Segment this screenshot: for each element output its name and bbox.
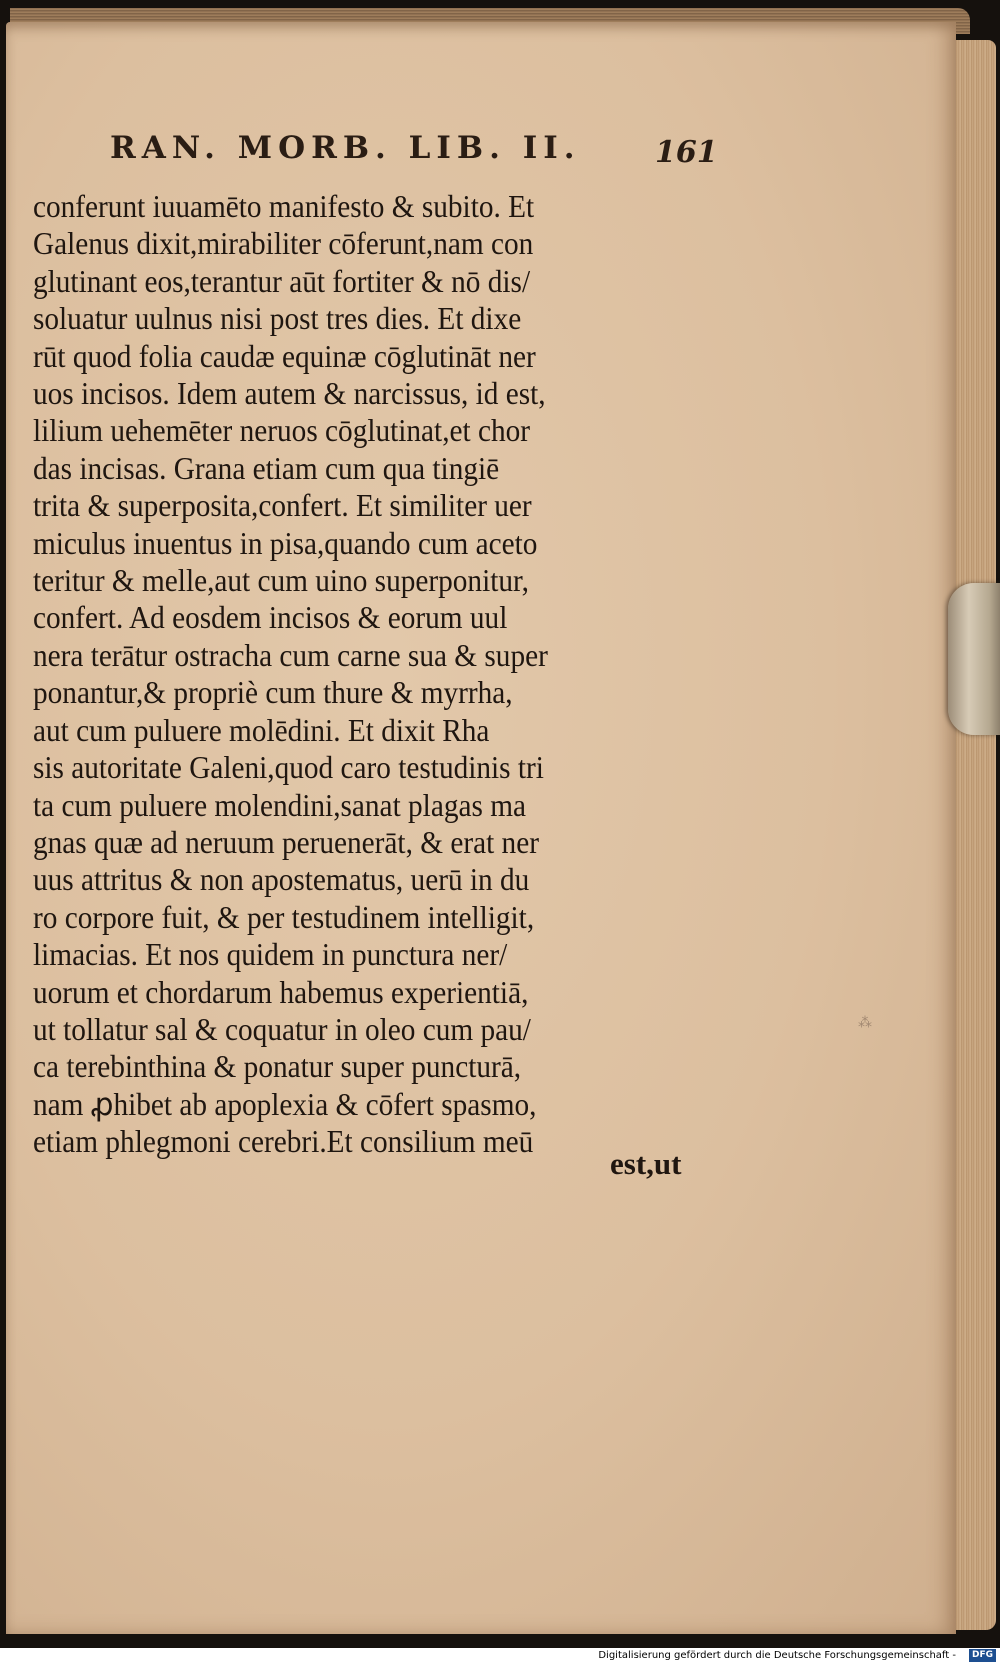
ink-smudge: ⁂ bbox=[858, 1015, 872, 1031]
text-line: ut tollatur sal & coquatur in oleo cum pau/ bbox=[33, 1011, 531, 1047]
text-line: uorum et chordarum habemus experientiā, bbox=[33, 974, 529, 1010]
text-line: teritur & melle,aut cum uino superponitur, bbox=[33, 563, 529, 599]
text-line: nam ꝓhibet ab apoplexia & cōfert spasmo, bbox=[33, 1086, 537, 1122]
text-line: das incisas. Grana etiam cum qua tingiē bbox=[33, 450, 500, 486]
text-line: confert. Ad eosdem incisos & eorum uul bbox=[33, 600, 508, 636]
text-line: uos incisos. Idem autem & narcissus, id est, bbox=[33, 376, 546, 412]
text-line: sis autoritate Galeni,quod caro testudinis tri bbox=[33, 750, 544, 786]
text-line: nera terātur ostracha cum carne sua & super bbox=[33, 637, 548, 673]
text-line: Galenus dixit,mirabiliter cōferunt,nam con bbox=[33, 226, 534, 262]
text-line: rūt quod folia caudæ equinæ cōglutināt ner bbox=[33, 338, 536, 374]
text-line: ponantur,& propriè cum thure & myrrha, bbox=[33, 675, 513, 711]
text-line: conferunt iuuamēto manifesto & subito. Et bbox=[33, 189, 535, 224]
text-line: etiam phlegmoni cerebri.Et consilium meū bbox=[33, 1124, 534, 1160]
text-line: ro corpore fuit, & per testudinem intelligit, bbox=[33, 899, 535, 935]
folio-number: 161 bbox=[655, 135, 718, 170]
catchword: est,ut bbox=[610, 1146, 682, 1181]
text-line: aut cum puluere molēdini. Et dixit Rha bbox=[33, 712, 490, 748]
text-line: trita & superposita,confert. Et similiter uer bbox=[33, 488, 532, 524]
body-text bbox=[33, 188, 723, 1161]
text-line: ta cum puluere molendini,sanat plagas ma bbox=[33, 787, 526, 823]
bookmark-tab bbox=[948, 583, 1000, 735]
text-line: soluatur uulnus nisi post tres dies. Et dixe bbox=[33, 301, 522, 337]
digitization-credit: Digitalisierung gefördert durch die Deutsche Forschungsgemeinschaft - bbox=[598, 1650, 956, 1661]
text-line: gnas quæ ad neruum peruenerāt, & erat ner bbox=[33, 824, 539, 860]
dfg-logo: DFG bbox=[969, 1649, 996, 1662]
text-line: lilium uehemēter neruos cōglutinat,et chor bbox=[33, 413, 531, 449]
text-line: miculus inuentus in pisa,quando cum aceto bbox=[33, 525, 538, 561]
text-line: ca terebinthina & ponatur super puncturā, bbox=[33, 1049, 522, 1085]
running-head: RAN. MORB. LIB. II. bbox=[110, 130, 581, 166]
text-line: limacias. Et nos quidem in punctura ner/ bbox=[33, 937, 508, 973]
text-line: uus attritus & non apostematus, uerū in du bbox=[33, 862, 530, 898]
page-edges bbox=[952, 40, 996, 1630]
text-line: glutinant eos,terantur aūt fortiter & nō dis/ bbox=[33, 263, 531, 299]
